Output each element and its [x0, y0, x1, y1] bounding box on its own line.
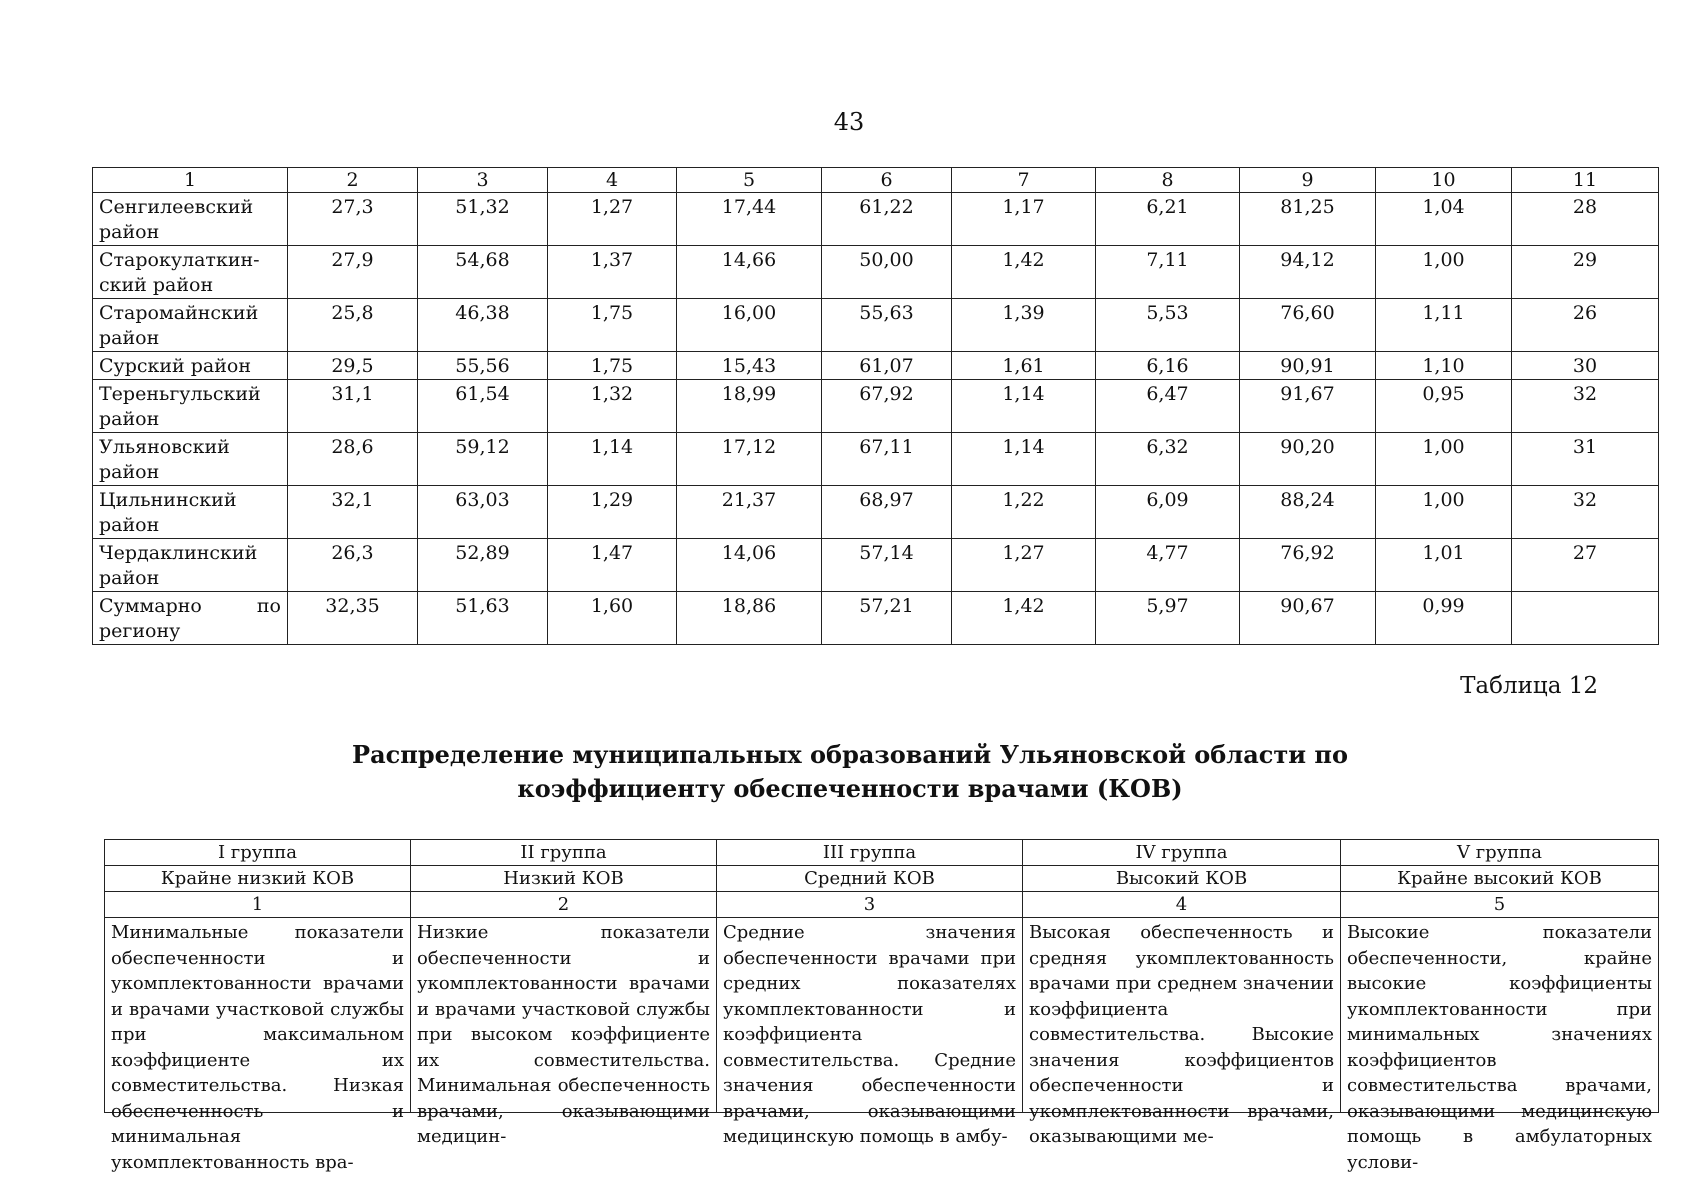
table-cell: 1,14 — [952, 380, 1096, 433]
table-cell: 1,14 — [548, 433, 677, 486]
table-cell: 1,37 — [548, 246, 677, 299]
table-cell: 18,86 — [677, 592, 822, 645]
table-cell: 26,3 — [288, 539, 418, 592]
district-name: Сенгилеевский район — [93, 193, 288, 246]
table-cell: 81,25 — [1240, 193, 1376, 246]
column-number: 4 — [548, 168, 677, 193]
table-label: Таблица 12 — [1460, 673, 1598, 699]
table-cell: 32 — [1512, 486, 1659, 539]
table-cell: 15,43 — [677, 352, 822, 380]
group-description: Средние значения обеспеченности врачами при средних показателях укомплектованности и коэффициента совместительства. Средние значения обеспеченности врачами, оказывающими медицинскую помощь в амбу- — [723, 922, 1016, 1147]
table-cell: 1,32 — [548, 380, 677, 433]
table-cell: 90,91 — [1240, 352, 1376, 380]
column-number: 10 — [1376, 168, 1512, 193]
kov-level: Низкий КОВ — [411, 866, 717, 892]
column-number: 2 — [411, 892, 717, 918]
table-cell: 4,77 — [1096, 539, 1240, 592]
table-row — [93, 299, 1659, 352]
table-cell: 30 — [1512, 352, 1659, 380]
table-cell: 1,75 — [548, 352, 677, 380]
group-description: Низкие показатели обеспеченности и укомплектованности врачами и врачами участковой службы при высоком коэффициенте их совместительства. Минимальная обеспеченность врачами, оказывающими медицин- — [417, 922, 710, 1147]
table-cell: 91,67 — [1240, 380, 1376, 433]
table-cell: 26 — [1512, 299, 1659, 352]
table-cell: 63,03 — [418, 486, 548, 539]
table-row — [93, 433, 1659, 486]
table-row — [93, 352, 1659, 380]
table-cell: 1,00 — [1376, 486, 1512, 539]
kov-groups-table — [104, 839, 1659, 1173]
table-cell: 1,75 — [548, 299, 677, 352]
table-row — [93, 380, 1659, 433]
column-number-row — [105, 892, 1659, 918]
column-number: 1 — [105, 892, 411, 918]
table-cell: 27,3 — [288, 193, 418, 246]
table-cell: 1,47 — [548, 539, 677, 592]
table-cell: 16,00 — [677, 299, 822, 352]
district-name: Цильнинский район — [93, 486, 288, 539]
column-number: 6 — [822, 168, 952, 193]
group-name: III группа — [717, 840, 1023, 866]
group-name: I группа — [105, 840, 411, 866]
column-number: 8 — [1096, 168, 1240, 193]
column-number: 9 — [1240, 168, 1376, 193]
column-number: 3 — [717, 892, 1023, 918]
table-cell: 76,60 — [1240, 299, 1376, 352]
column-number: 7 — [952, 168, 1096, 193]
table-cell: 90,20 — [1240, 433, 1376, 486]
group-description-cell — [717, 918, 1023, 1147]
table-cell: 67,11 — [822, 433, 952, 486]
group-description: Высокие показатели обеспеченности, крайне высокие коэффициенты укомплектованности при минимальных значениях коэффициентов совместительства врачами, оказывающими медицинскую помощь в амбулаторных услови- — [1347, 922, 1652, 1173]
table-cell: 1,27 — [548, 193, 677, 246]
table-cell: 59,12 — [418, 433, 548, 486]
column-number: 4 — [1023, 892, 1341, 918]
table-cell: 7,11 — [1096, 246, 1240, 299]
table-row — [93, 193, 1659, 246]
column-number: 1 — [93, 168, 288, 193]
table-cell: 0,99 — [1376, 592, 1512, 645]
table-cell: 6,32 — [1096, 433, 1240, 486]
table-cell: 51,63 — [418, 592, 548, 645]
column-number: 3 — [418, 168, 548, 193]
column-number: 2 — [288, 168, 418, 193]
table-cell: 1,27 — [952, 539, 1096, 592]
group-name: II группа — [411, 840, 717, 866]
table-title: Распределение муниципальных образований Ульяновской области по коэффициенту обеспеченности врачами (КОВ) — [352, 740, 1348, 803]
table-cell: 61,22 — [822, 193, 952, 246]
column-number: 5 — [1341, 892, 1659, 918]
table-cell — [1512, 592, 1659, 645]
table-cell: 31,1 — [288, 380, 418, 433]
table-cell: 1,39 — [952, 299, 1096, 352]
table-cell: 0,95 — [1376, 380, 1512, 433]
district-name: Сурский район — [93, 352, 288, 380]
group-name: IV группа — [1023, 840, 1341, 866]
table-cell: 14,06 — [677, 539, 822, 592]
group-name: V группа — [1341, 840, 1659, 866]
district-name: Суммарно по региону — [93, 592, 288, 645]
table-cell: 1,10 — [1376, 352, 1512, 380]
table-cell: 32,1 — [288, 486, 418, 539]
column-number-row — [93, 168, 1659, 193]
table-cell: 29,5 — [288, 352, 418, 380]
table-cell: 21,37 — [677, 486, 822, 539]
district-name: Ульяновский район — [93, 433, 288, 486]
table-cell: 52,89 — [418, 539, 548, 592]
table-cell: 1,61 — [952, 352, 1096, 380]
kov-level: Крайне высокий КОВ — [1341, 866, 1659, 892]
table-cell: 50,00 — [822, 246, 952, 299]
table-cell: 27,9 — [288, 246, 418, 299]
table-cell: 46,38 — [418, 299, 548, 352]
group-name-row — [105, 840, 1659, 866]
district-name: Старокулаткин-ский район — [93, 246, 288, 299]
table-cell: 14,66 — [677, 246, 822, 299]
table-cell: 57,21 — [822, 592, 952, 645]
column-number: 5 — [677, 168, 822, 193]
table-cell: 6,21 — [1096, 193, 1240, 246]
table-cell: 28 — [1512, 193, 1659, 246]
table-cell: 61,54 — [418, 380, 548, 433]
table-cell: 68,97 — [822, 486, 952, 539]
table-cell: 5,53 — [1096, 299, 1240, 352]
table-cell: 1,14 — [952, 433, 1096, 486]
column-number: 11 — [1512, 168, 1659, 193]
table-cell: 27 — [1512, 539, 1659, 592]
table-cell: 17,44 — [677, 193, 822, 246]
table-cell: 1,00 — [1376, 433, 1512, 486]
table-cell: 1,22 — [952, 486, 1096, 539]
kov-level: Крайне низкий КОВ — [105, 866, 411, 892]
table-cell: 6,16 — [1096, 352, 1240, 380]
table-cell: 51,32 — [418, 193, 548, 246]
table-cell: 1,29 — [548, 486, 677, 539]
group-description-cell — [411, 918, 717, 1147]
group-description-cell — [1023, 918, 1341, 1147]
table-cell: 76,92 — [1240, 539, 1376, 592]
table-cell: 1,01 — [1376, 539, 1512, 592]
group-description-row — [105, 918, 1659, 1113]
district-name: Чердаклинский район — [93, 539, 288, 592]
table-cell: 1,11 — [1376, 299, 1512, 352]
table-cell: 61,07 — [822, 352, 952, 380]
table-cell: 67,92 — [822, 380, 952, 433]
kov-level-row — [105, 866, 1659, 892]
table-cell: 1,04 — [1376, 193, 1512, 246]
table-cell: 1,17 — [952, 193, 1096, 246]
table-cell: 5,97 — [1096, 592, 1240, 645]
table-cell: 6,47 — [1096, 380, 1240, 433]
table-cell: 55,63 — [822, 299, 952, 352]
group-description: Высокая обеспеченность и средняя укомплектованность врачами при среднем значении коэффициента совместительства. Высокие значения коэффициентов обеспеченности и укомплектованности врачами, оказывающими ме- — [1029, 922, 1334, 1147]
group-description-cell — [105, 918, 411, 1173]
page-number: 43 — [833, 108, 865, 136]
table-row — [93, 539, 1659, 592]
district-name: Старомайнский район — [93, 299, 288, 352]
group-description: Минимальные показатели обеспеченности и укомплектованности врачами и врачами участковой службы при максимальном коэффициенте их совместительства. Низкая обеспеченность и минимальная укомплектованность вра- — [111, 922, 404, 1173]
kov-table-body — [105, 840, 1659, 1173]
table-row — [93, 246, 1659, 299]
kov-level: Средний КОВ — [717, 866, 1023, 892]
group-description-cell — [1341, 918, 1659, 1173]
table-cell: 1,42 — [952, 246, 1096, 299]
table-cell: 1,60 — [548, 592, 677, 645]
table-cell: 18,99 — [677, 380, 822, 433]
table-cell: 90,67 — [1240, 592, 1376, 645]
table-cell: 55,56 — [418, 352, 548, 380]
table-cell: 6,09 — [1096, 486, 1240, 539]
table-cell: 88,24 — [1240, 486, 1376, 539]
district-name: Тереньгульский район — [93, 380, 288, 433]
district-indicators-table — [92, 167, 1659, 645]
table-cell: 94,12 — [1240, 246, 1376, 299]
table-cell: 32,35 — [288, 592, 418, 645]
table-cell: 54,68 — [418, 246, 548, 299]
district-table-body — [93, 168, 1659, 645]
table-cell: 32 — [1512, 380, 1659, 433]
table-cell: 1,00 — [1376, 246, 1512, 299]
table-cell: 1,42 — [952, 592, 1096, 645]
table-cell: 17,12 — [677, 433, 822, 486]
table-cell: 28,6 — [288, 433, 418, 486]
table-cell: 31 — [1512, 433, 1659, 486]
table-row — [93, 592, 1659, 645]
kov-level: Высокий КОВ — [1023, 866, 1341, 892]
table-cell: 25,8 — [288, 299, 418, 352]
table-cell: 29 — [1512, 246, 1659, 299]
table-cell: 57,14 — [822, 539, 952, 592]
table-row — [93, 486, 1659, 539]
